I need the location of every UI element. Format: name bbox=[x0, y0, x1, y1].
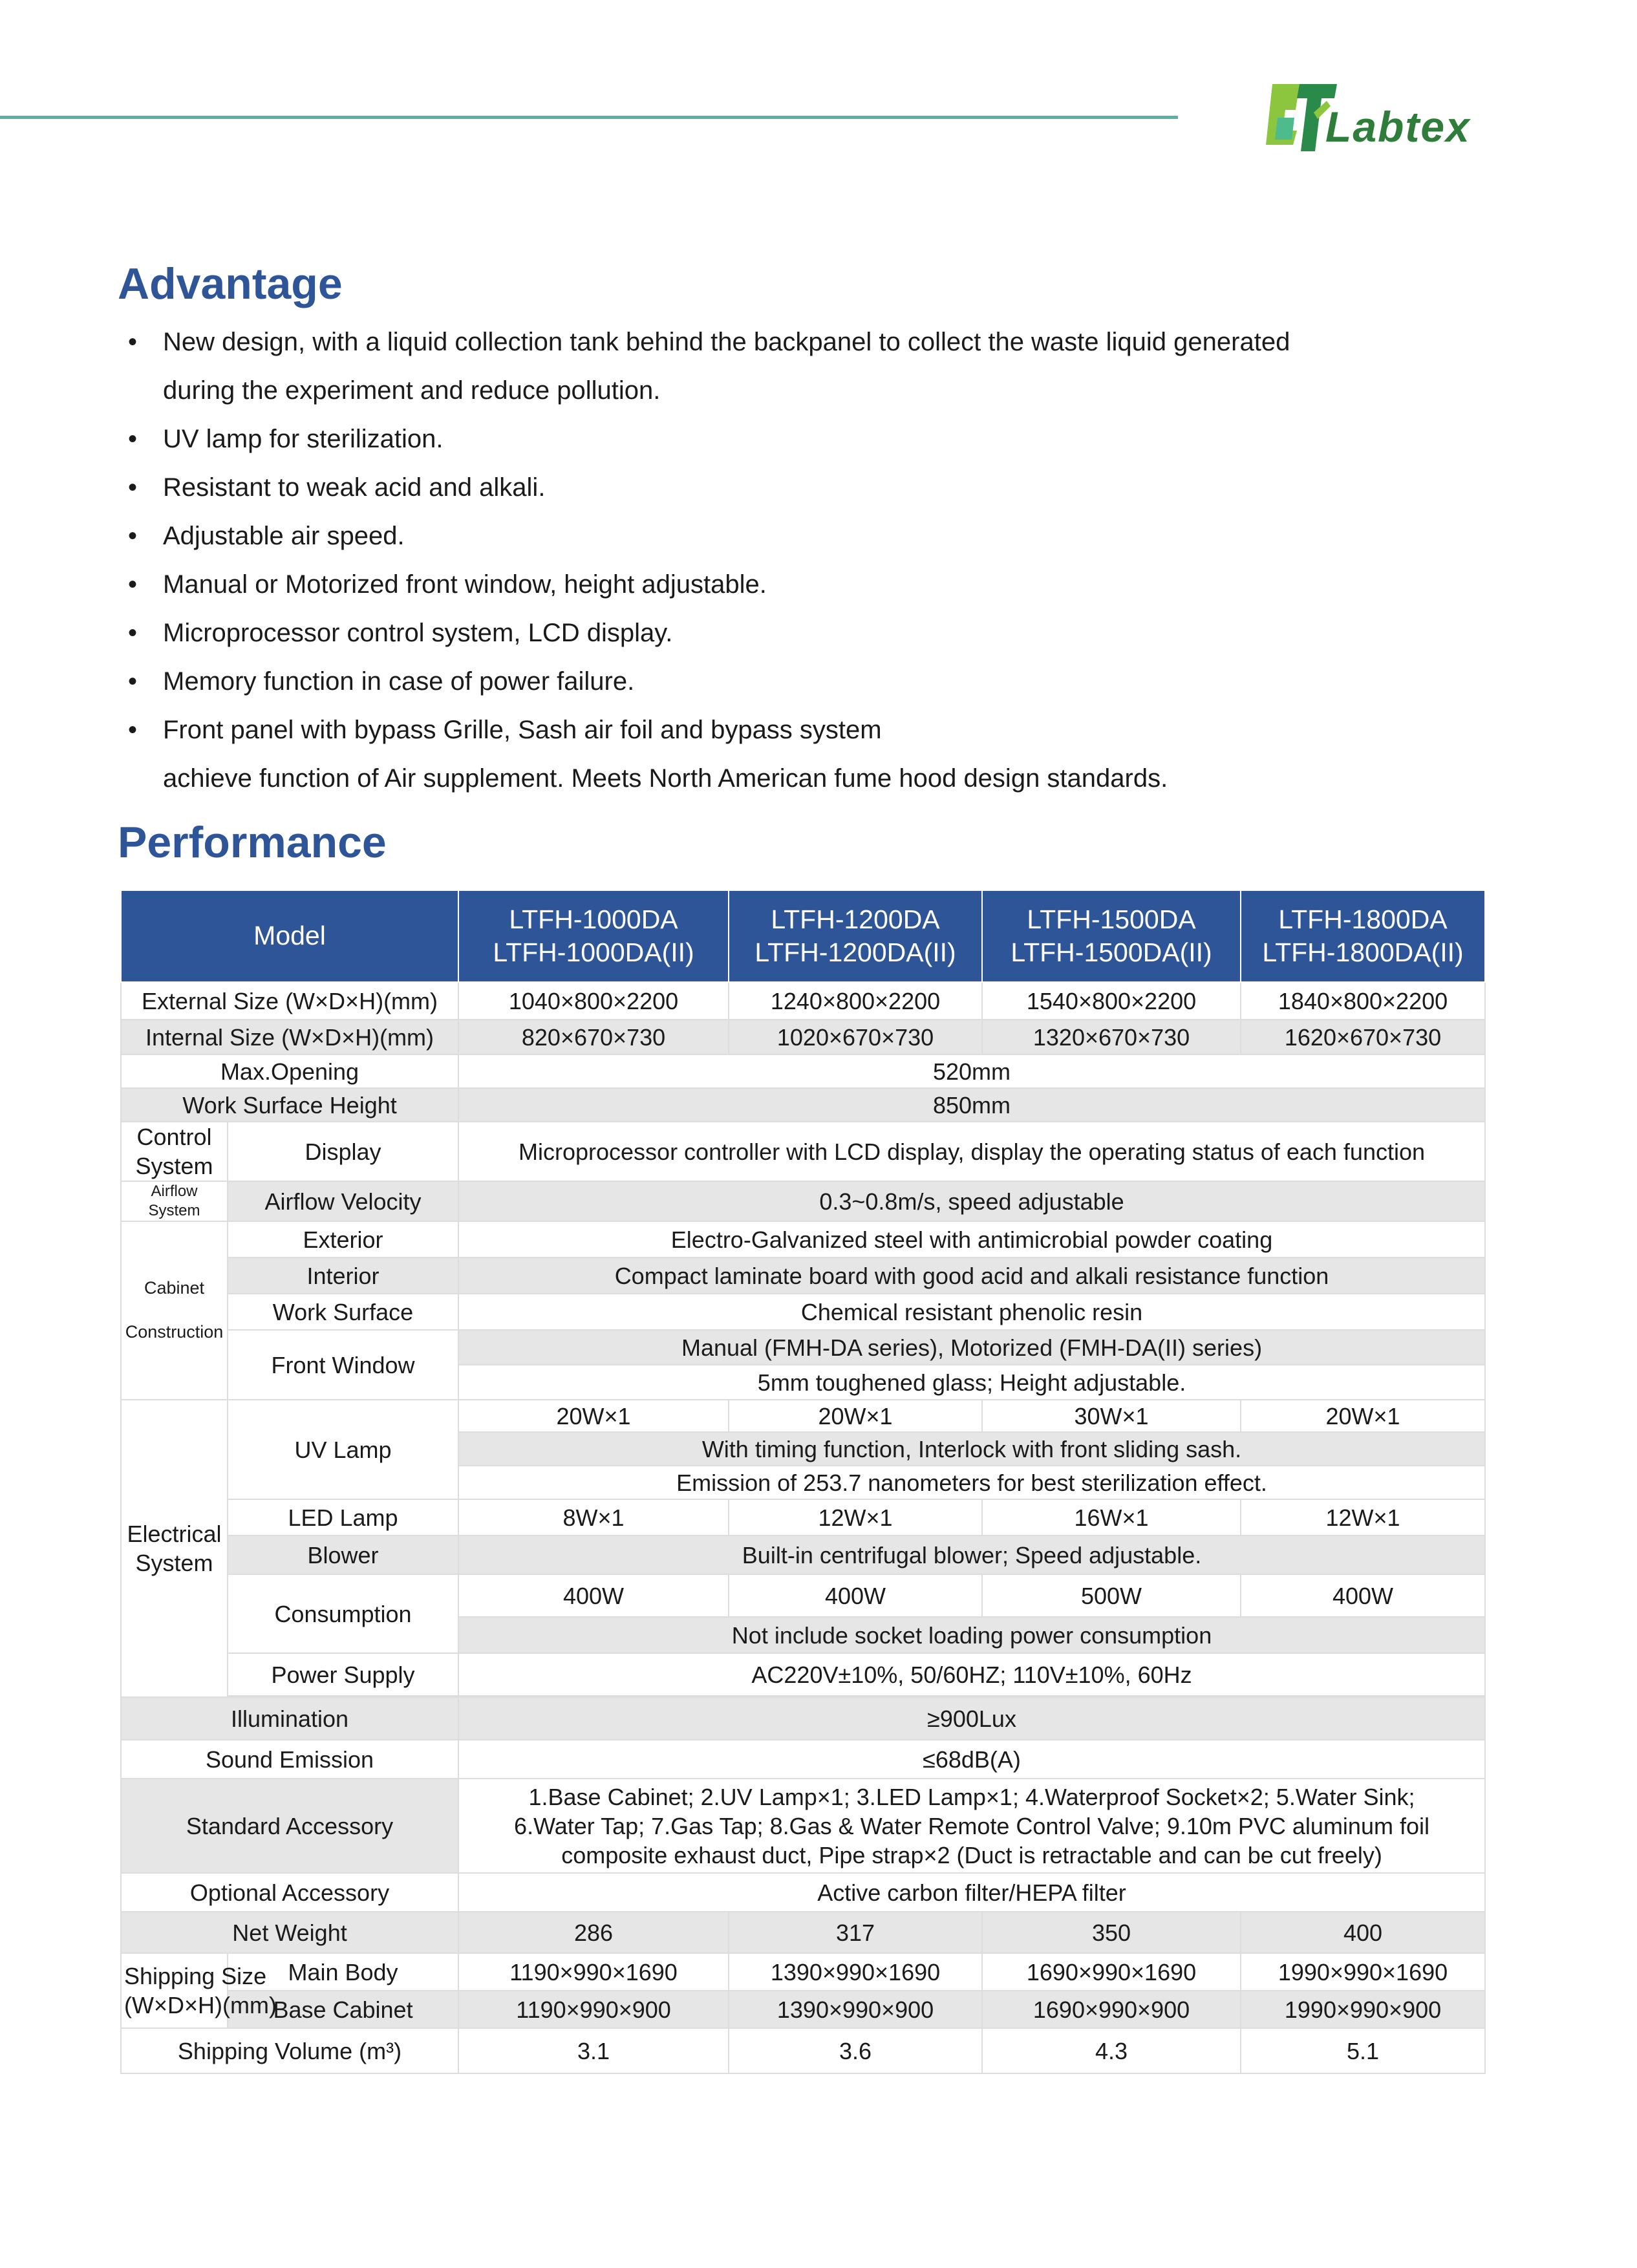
table-cell: AC220V±10%, 50/60HZ; 110V±10%, 60Hz bbox=[458, 1653, 1485, 1696]
table-cell: 400W bbox=[729, 1574, 982, 1617]
table-row bbox=[121, 1912, 1485, 1953]
group-text: Electrical bbox=[127, 1521, 222, 1547]
table-cell: 317 bbox=[729, 1912, 982, 1953]
advantage-text: UV lamp for sterilization. bbox=[163, 425, 444, 453]
list-item bbox=[123, 464, 1481, 512]
table-cell: 8W×1 bbox=[458, 1499, 729, 1535]
table-cell: 850mm bbox=[458, 1088, 1485, 1122]
table-row bbox=[121, 1953, 1485, 1991]
list-item bbox=[123, 658, 1481, 706]
row-label: Internal Size (W×D×H)(mm) bbox=[121, 1020, 458, 1054]
group-text: (W×D×H)(mm) bbox=[124, 1992, 277, 2018]
table-cell: 12W×1 bbox=[729, 1499, 982, 1535]
table-cell: ≤68dB(A) bbox=[458, 1740, 1485, 1779]
table-cell: 1040×800×2200 bbox=[458, 982, 729, 1020]
bullet-icon: • bbox=[128, 328, 138, 356]
row-label: Main Body bbox=[228, 1953, 458, 1991]
table-row bbox=[121, 1221, 1485, 1257]
table-cell: 1020×670×730 bbox=[729, 1020, 982, 1054]
group-text: Cabinet bbox=[144, 1278, 205, 1298]
table-cell bbox=[458, 1779, 1485, 1873]
row-label: LED Lamp bbox=[228, 1499, 458, 1535]
table-cell: 1540×800×2200 bbox=[982, 982, 1241, 1020]
accessory-line: 6.Water Tap; 7.Gas Tap; 8.Gas & Water Remote Control Valve; 9.10m PVC aluminum foil bbox=[514, 1812, 1429, 1839]
table-row bbox=[121, 1181, 1485, 1221]
table-cell: 400W bbox=[458, 1574, 729, 1617]
model-col-1800 bbox=[1241, 890, 1485, 982]
table-cell: 12W×1 bbox=[1241, 1499, 1485, 1535]
table-row bbox=[121, 1294, 1485, 1330]
advantage-text-cont: during the experiment and reduce pollution. bbox=[163, 376, 661, 405]
advantage-text: Resistant to weak acid and alkali. bbox=[163, 473, 546, 502]
table-cell: ≥900Lux bbox=[458, 1697, 1485, 1740]
table-cell: 400 bbox=[1241, 1912, 1485, 1953]
model-name: LTFH-1500DA bbox=[1027, 904, 1196, 934]
bullet-icon: • bbox=[128, 522, 138, 550]
table-row bbox=[121, 1054, 1485, 1088]
advantage-text: Manual or Motorized front window, height adjustable. bbox=[163, 570, 767, 599]
table-row bbox=[121, 1740, 1485, 1779]
accessory-line: composite exhaust duct, Pipe strap×2 (Duct is retractable and can be cut freely) bbox=[561, 1841, 1382, 1868]
advantage-heading: Advantage bbox=[118, 259, 343, 308]
model-name-ii: LTFH-1800DA(II) bbox=[1262, 937, 1464, 967]
row-label: Work Surface Height bbox=[121, 1088, 458, 1122]
row-label: Interior bbox=[228, 1257, 458, 1294]
model-col-1500 bbox=[982, 890, 1241, 982]
table-cell: 30W×1 bbox=[982, 1400, 1241, 1432]
advantage-text-cont: achieve function of Air supplement. Meets North American fume hood design standards. bbox=[163, 764, 1168, 793]
table-cell: 500W bbox=[982, 1574, 1241, 1617]
table-cell: 820×670×730 bbox=[458, 1020, 729, 1054]
table-cell: 3.1 bbox=[458, 2028, 729, 2073]
model-name-ii: LTFH-1200DA(II) bbox=[754, 937, 956, 967]
table-row bbox=[121, 1400, 1485, 1432]
bullet-icon: • bbox=[128, 667, 138, 696]
group-label-electrical bbox=[121, 1400, 228, 1697]
table-row bbox=[121, 1779, 1485, 1873]
table-cell: 1990×990×1690 bbox=[1241, 1953, 1485, 1991]
table-cell: Manual (FMH-DA series), Motorized (FMH-DA(II) series) bbox=[458, 1330, 1485, 1365]
performance-heading: Performance bbox=[118, 818, 387, 867]
table-row bbox=[121, 1653, 1485, 1696]
model-name: LTFH-1800DA bbox=[1278, 904, 1448, 934]
group-label-control bbox=[121, 1122, 228, 1181]
group-label-airflow bbox=[121, 1181, 228, 1221]
group-label-shipping bbox=[121, 1953, 277, 2028]
list-item bbox=[123, 561, 1481, 609]
row-label: External Size (W×D×H)(mm) bbox=[121, 982, 458, 1020]
group-text: Construction bbox=[125, 1321, 224, 1342]
model-name: LTFH-1000DA bbox=[509, 904, 678, 934]
bullet-icon: • bbox=[128, 619, 138, 647]
list-item bbox=[123, 512, 1481, 561]
table-cell: 1990×990×900 bbox=[1241, 1991, 1485, 2028]
table-cell: 16W×1 bbox=[982, 1499, 1241, 1535]
performance-table bbox=[120, 890, 1486, 2074]
row-label: Shipping Volume (m³) bbox=[121, 2028, 458, 2073]
table-row bbox=[121, 1088, 1485, 1122]
advantage-text: Adjustable air speed. bbox=[163, 522, 405, 550]
table-cell: 1240×800×2200 bbox=[729, 982, 982, 1020]
row-label: Optional Accessory bbox=[121, 1873, 458, 1912]
group-text: System bbox=[148, 1202, 200, 1219]
row-label: Max.Opening bbox=[121, 1054, 458, 1088]
table-cell: 4.3 bbox=[982, 2028, 1241, 2073]
model-name: LTFH-1200DA bbox=[771, 904, 940, 934]
table-cell: With timing function, Interlock with front sliding sash. bbox=[458, 1432, 1485, 1466]
table-cell: 1390×990×1690 bbox=[729, 1953, 982, 1991]
table-cell: 1690×990×1690 bbox=[982, 1953, 1241, 1991]
table-cell: Microprocessor controller with LCD display, display the operating status of each function bbox=[458, 1122, 1485, 1181]
table-cell: Not include socket loading power consumption bbox=[458, 1617, 1485, 1653]
bullet-icon: • bbox=[128, 716, 138, 744]
table-header-row bbox=[121, 890, 1485, 982]
group-text: System bbox=[135, 1153, 213, 1179]
row-label: Blower bbox=[228, 1535, 458, 1574]
table-cell: 0.3~0.8m/s, speed adjustable bbox=[458, 1181, 1485, 1221]
model-col-1000 bbox=[458, 890, 729, 982]
model-header: Model bbox=[121, 890, 458, 982]
table-row bbox=[121, 1020, 1485, 1054]
table-cell: 350 bbox=[982, 1912, 1241, 1953]
model-name-ii: LTFH-1500DA(II) bbox=[1011, 937, 1212, 967]
model-col-1200 bbox=[729, 890, 982, 982]
row-label: Base Cabinet bbox=[228, 1991, 458, 2028]
table-row bbox=[121, 1257, 1485, 1294]
table-cell: 1320×670×730 bbox=[982, 1020, 1241, 1054]
table-cell: 1190×990×1690 bbox=[458, 1953, 729, 1991]
advantage-text: Memory function in case of power failure. bbox=[163, 667, 635, 696]
table-cell: Emission of 253.7 nanometers for best sterilization effect. bbox=[458, 1466, 1485, 1499]
group-text: Shipping Size bbox=[124, 1963, 267, 1989]
table-cell: 520mm bbox=[458, 1054, 1485, 1088]
model-name-ii: LTFH-1000DA(II) bbox=[493, 937, 694, 967]
row-label: Front Window bbox=[228, 1330, 458, 1400]
list-item bbox=[123, 415, 1481, 464]
table-row bbox=[121, 1574, 1485, 1617]
row-label: Standard Accessory bbox=[121, 1779, 458, 1873]
table-cell: Active carbon filter/HEPA filter bbox=[458, 1873, 1485, 1912]
row-label: Illumination bbox=[121, 1697, 458, 1740]
table-cell: 20W×1 bbox=[1241, 1400, 1485, 1432]
table-row bbox=[121, 1873, 1485, 1912]
table-cell: Compact laminate board with good acid and alkali resistance function bbox=[458, 1257, 1485, 1294]
table-cell: 1390×990×900 bbox=[729, 1991, 982, 2028]
table-cell: 1840×800×2200 bbox=[1241, 982, 1485, 1020]
advantage-text: New design, with a liquid collection tank behind the backpanel to collect the waste liquid generated bbox=[163, 328, 1290, 356]
table-row bbox=[121, 982, 1485, 1020]
row-label: Airflow Velocity bbox=[228, 1181, 458, 1221]
row-label: Display bbox=[228, 1122, 458, 1181]
group-text: System bbox=[135, 1550, 213, 1576]
table-cell: 5.1 bbox=[1241, 2028, 1485, 2073]
bullet-icon: • bbox=[128, 425, 138, 453]
table-row bbox=[121, 1330, 1485, 1365]
row-label: Work Surface bbox=[228, 1294, 458, 1330]
table-cell: 20W×1 bbox=[458, 1400, 729, 1432]
table-cell: 1620×670×730 bbox=[1241, 1020, 1485, 1054]
table-row bbox=[121, 1991, 1485, 2028]
table-cell: 1190×990×900 bbox=[458, 1991, 729, 2028]
table-cell: 5mm toughened glass; Height adjustable. bbox=[458, 1365, 1485, 1400]
row-label: Exterior bbox=[228, 1221, 458, 1257]
row-label: Net Weight bbox=[121, 1912, 458, 1953]
table-cell: Electro-Galvanized steel with antimicrobial powder coating bbox=[458, 1221, 1485, 1257]
table-cell: 3.6 bbox=[729, 2028, 982, 2073]
bullet-icon: • bbox=[128, 570, 138, 599]
bullet-icon: • bbox=[128, 473, 138, 502]
table-row bbox=[121, 1535, 1485, 1574]
advantage-text: Microprocessor control system, LCD display. bbox=[163, 619, 673, 647]
logo-text: Labtex bbox=[1325, 103, 1471, 151]
accessory-line: 1.Base Cabinet; 2.UV Lamp×1; 3.LED Lamp×1; 4.Waterproof Socket×2; 5.Water Sink; bbox=[528, 1783, 1415, 1810]
table-cell: Chemical resistant phenolic resin bbox=[458, 1294, 1485, 1330]
list-item bbox=[123, 609, 1481, 658]
row-label: Consumption bbox=[228, 1574, 458, 1653]
table-row bbox=[121, 1499, 1485, 1535]
group-label-cabinet bbox=[121, 1221, 228, 1400]
table-row bbox=[121, 1697, 1485, 1740]
table-row bbox=[121, 1122, 1485, 1181]
table-cell: 286 bbox=[458, 1912, 729, 1953]
table-cell: 1690×990×900 bbox=[982, 1991, 1241, 2028]
list-item bbox=[123, 318, 1481, 415]
advantage-text: Front panel with bypass Grille, Sash air foil and bypass system bbox=[163, 716, 882, 744]
row-label: Sound Emission bbox=[121, 1740, 458, 1779]
table-cell: 400W bbox=[1241, 1574, 1485, 1617]
header-rule bbox=[0, 116, 1178, 119]
table-row bbox=[121, 2028, 1485, 2073]
list-item bbox=[123, 706, 1481, 803]
table-cell: Built-in centrifugal blower; Speed adjustable. bbox=[458, 1535, 1485, 1574]
advantage-list bbox=[123, 318, 1481, 803]
row-label: UV Lamp bbox=[228, 1400, 458, 1499]
group-text: Control bbox=[136, 1124, 212, 1150]
group-text: Airflow bbox=[151, 1182, 198, 1200]
table-cell: 20W×1 bbox=[729, 1400, 982, 1432]
row-label: Power Supply bbox=[228, 1653, 458, 1696]
